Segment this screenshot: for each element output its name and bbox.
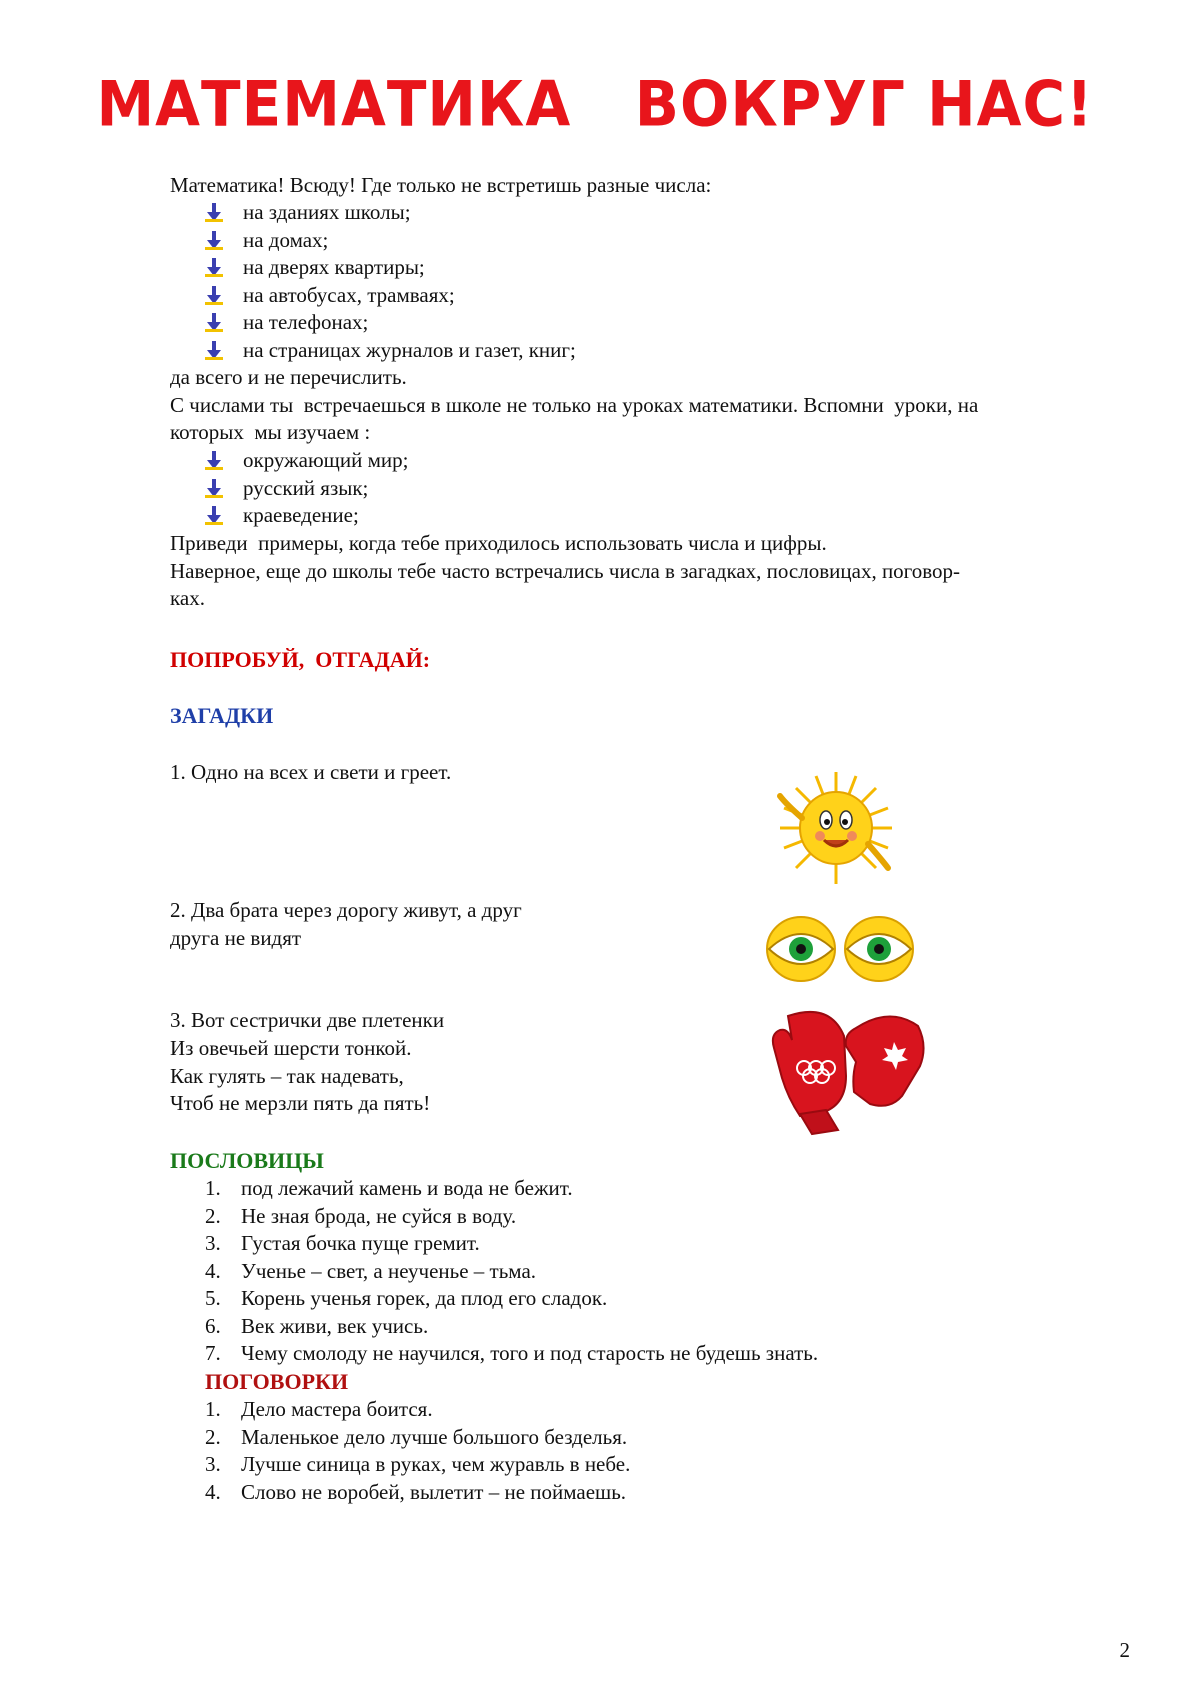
mittens-picture bbox=[770, 1006, 930, 1136]
list-item: 4. Ученье – свет, а неученье – тьма. bbox=[205, 1258, 537, 1283]
eyes-picture bbox=[766, 914, 916, 984]
list-item: краеведение; bbox=[205, 502, 408, 530]
list-item: окружающий мир; bbox=[205, 447, 408, 475]
list-item: русский язык; bbox=[205, 475, 408, 503]
riddle-3-line3: Как гулять – так надевать, bbox=[170, 1064, 404, 1088]
list-item: 2. Маленькое дело лучше большого безделья. bbox=[205, 1424, 628, 1449]
lessons-intro-line2: которых мы изучаем : bbox=[170, 420, 371, 444]
list-item: 5. Корень ученья горек, да плод его сладок. bbox=[205, 1286, 608, 1310]
list-item: 4. Слово не воробей, вылетит – не поймаешь. bbox=[205, 1479, 627, 1504]
arrow-down-bullet-icon bbox=[205, 231, 223, 251]
riddle-3-line4: Чтоб не мерзли пять да пять! bbox=[170, 1091, 431, 1115]
sayings-heading: ПОГОВОРКИ bbox=[205, 1369, 349, 1394]
riddle-3-line2: Из овечьей шерсти тонкой. bbox=[170, 1036, 412, 1060]
list-item: 1. под лежачий камень и вода не бежит. bbox=[205, 1176, 573, 1200]
riddle-2-line2: друга не видят bbox=[170, 926, 302, 950]
proverbs-list bbox=[205, 1175, 818, 1368]
after-places-text: да всего и не перечислить. bbox=[170, 365, 407, 389]
riddle-1: 1. Одно на всех и свети и греет. bbox=[170, 760, 452, 784]
page-number: 2 bbox=[1119, 1638, 1130, 1662]
arrow-down-bullet-icon bbox=[205, 286, 223, 306]
proverbs-heading: ПОСЛОВИЦЫ bbox=[170, 1148, 324, 1173]
eye-icon bbox=[767, 917, 835, 981]
list-item: 6. Век живи, век учись. bbox=[205, 1313, 429, 1338]
arrow-down-bullet-icon bbox=[205, 313, 223, 333]
list-item: на автобусах, трамваях; bbox=[205, 282, 576, 310]
arrow-down-bullet-icon bbox=[205, 341, 223, 361]
sun-picture bbox=[768, 768, 904, 888]
list-item: на дверях квартиры; bbox=[205, 254, 576, 282]
list-item: на страницах журналов и газет, книг; bbox=[205, 337, 576, 365]
list-item: на зданиях школы; bbox=[205, 199, 576, 227]
folklore-line1: Наверное, еще до школы тебе часто встречались числа в загадках, пословицах, поговор- bbox=[170, 559, 961, 583]
places-list bbox=[205, 199, 576, 364]
arrow-down-bullet-icon bbox=[205, 479, 223, 499]
list-item: на телефонах; bbox=[205, 309, 576, 337]
list-item: 7. Чему смолоду не научился, того и под старость не будешь знать. bbox=[205, 1341, 819, 1365]
list-item: 2. Не зная брода, не суйся в воду. bbox=[205, 1203, 517, 1228]
folklore-line2: ках. bbox=[170, 586, 205, 610]
mitten-icon bbox=[773, 1012, 846, 1134]
list-item: на домах; bbox=[205, 227, 576, 255]
page-title: МАТЕМАТИКА ВОКРУГ НАС! bbox=[96, 67, 1094, 141]
arrow-down-bullet-icon bbox=[205, 506, 223, 526]
riddles-heading: ЗАГАДКИ bbox=[170, 703, 274, 728]
lessons-intro-line1: С числами ты встречаешься в школе не только на уроках математики. Вспомни уроки, на bbox=[170, 393, 979, 417]
lessons-list bbox=[205, 447, 408, 530]
arrow-down-bullet-icon bbox=[205, 451, 223, 471]
arrow-down-bullet-icon bbox=[205, 203, 223, 223]
examples-text: Приведи примеры, когда тебе приходилось использовать числа и цифры. bbox=[170, 531, 827, 555]
mitten-icon bbox=[846, 1016, 924, 1105]
eye-icon bbox=[845, 917, 913, 981]
list-item: 3. Лучше синица в руках, чем журавль в небе. bbox=[205, 1452, 631, 1476]
riddle-2-line1: 2. Два брата через дорогу живут, а друг bbox=[170, 898, 522, 922]
intro-text: Математика! Всюду! Где только не встретишь разные числа: bbox=[170, 173, 712, 197]
sayings-list bbox=[205, 1396, 630, 1506]
try-guess-heading: ПОПРОБУЙ, ОТГАДАЙ: bbox=[170, 647, 431, 672]
list-item: 3. Густая бочка пуще гремит. bbox=[205, 1231, 480, 1255]
arrow-down-bullet-icon bbox=[205, 258, 223, 278]
list-item: 1. Дело мастера боится. bbox=[205, 1397, 433, 1421]
riddle-3-line1: 3. Вот сестрички две плетенки bbox=[170, 1008, 445, 1032]
